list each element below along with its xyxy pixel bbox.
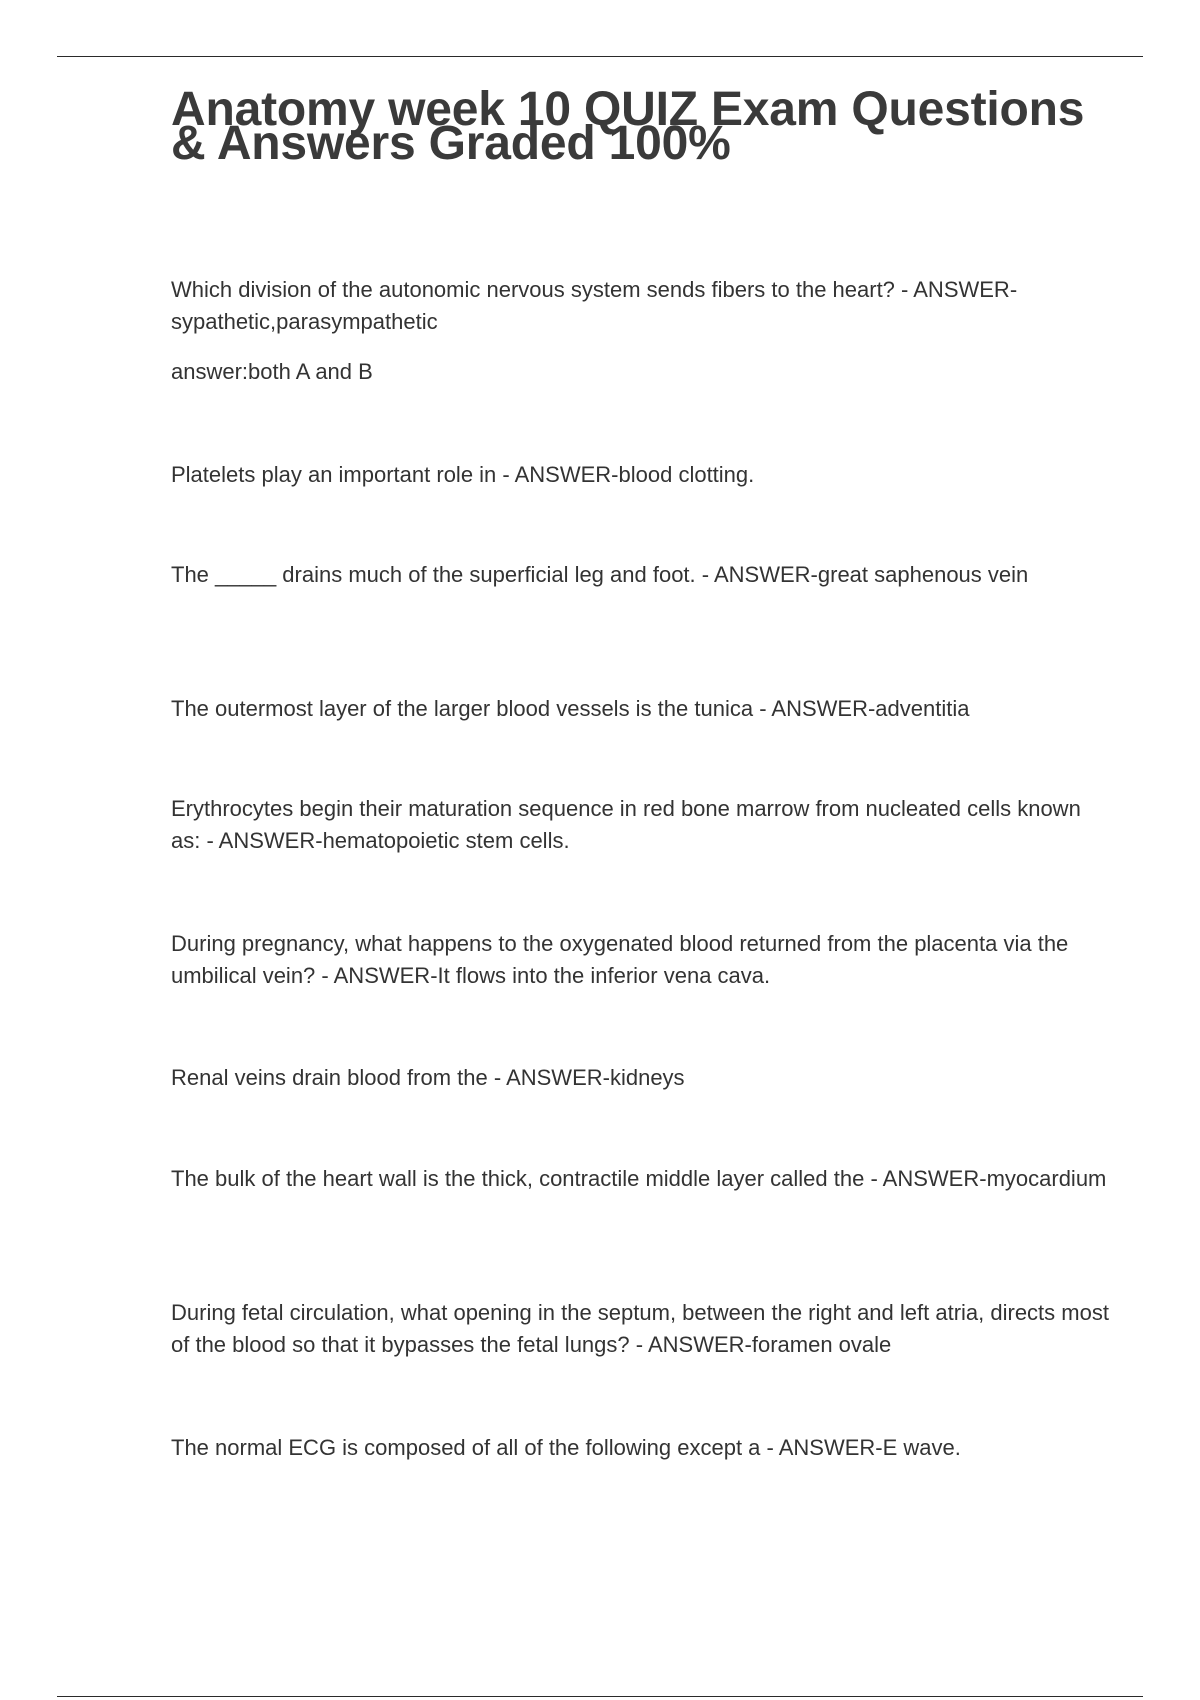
bottom-rule bbox=[57, 1696, 1143, 1697]
qa-item-foramen-ovale: During fetal circulation, what opening in the septum, between the right and left atria, directs most of the blood so that it bypasses the fetal lungs? - ANSWER-foramen ovale bbox=[171, 1300, 1109, 1357]
page-title: Anatomy week 10 QUIZ Exam Questions & Answers Graded 100% bbox=[171, 83, 1085, 170]
qa-item-tunica: The outermost layer of the larger blood vessels is the tunica - ANSWER-adventitia bbox=[171, 696, 970, 721]
qa-item-myocardium: The bulk of the heart wall is the thick, contractile middle layer called the - ANSWER-myocardium bbox=[171, 1166, 1107, 1191]
qa-item-autonomic-division: Which division of the autonomic nervous system sends fibers to the heart? - ANSWER-sypathetic,parasympathetic bbox=[171, 277, 1018, 334]
qa-item-renal-veins: Renal veins drain blood from the - ANSWER-kidneys bbox=[171, 1065, 685, 1090]
qa-item-umbilical-vein: During pregnancy, what happens to the oxygenated blood returned from the placenta via the umbilical vein? - ANSWER-It flows into the inferior vena cava. bbox=[171, 931, 1069, 988]
qa-item-platelets: Platelets play an important role in - ANSWER-blood clotting. bbox=[171, 462, 755, 487]
top-rule bbox=[57, 56, 1143, 57]
qa-item-ecg: The normal ECG is composed of all of the following except a - ANSWER-E wave. bbox=[171, 1435, 961, 1460]
qa-item-erythrocytes: Erythrocytes begin their maturation sequence in red bone marrow from nucleated cells known as: - ANSWER-hematopoietic stem cells. bbox=[171, 796, 1081, 853]
qa-item-saphenous-vein: The _____ drains much of the superficial leg and foot. - ANSWER-great saphenous vein bbox=[171, 562, 1029, 587]
qa-item-answer-note: answer:both A and B bbox=[171, 359, 373, 384]
